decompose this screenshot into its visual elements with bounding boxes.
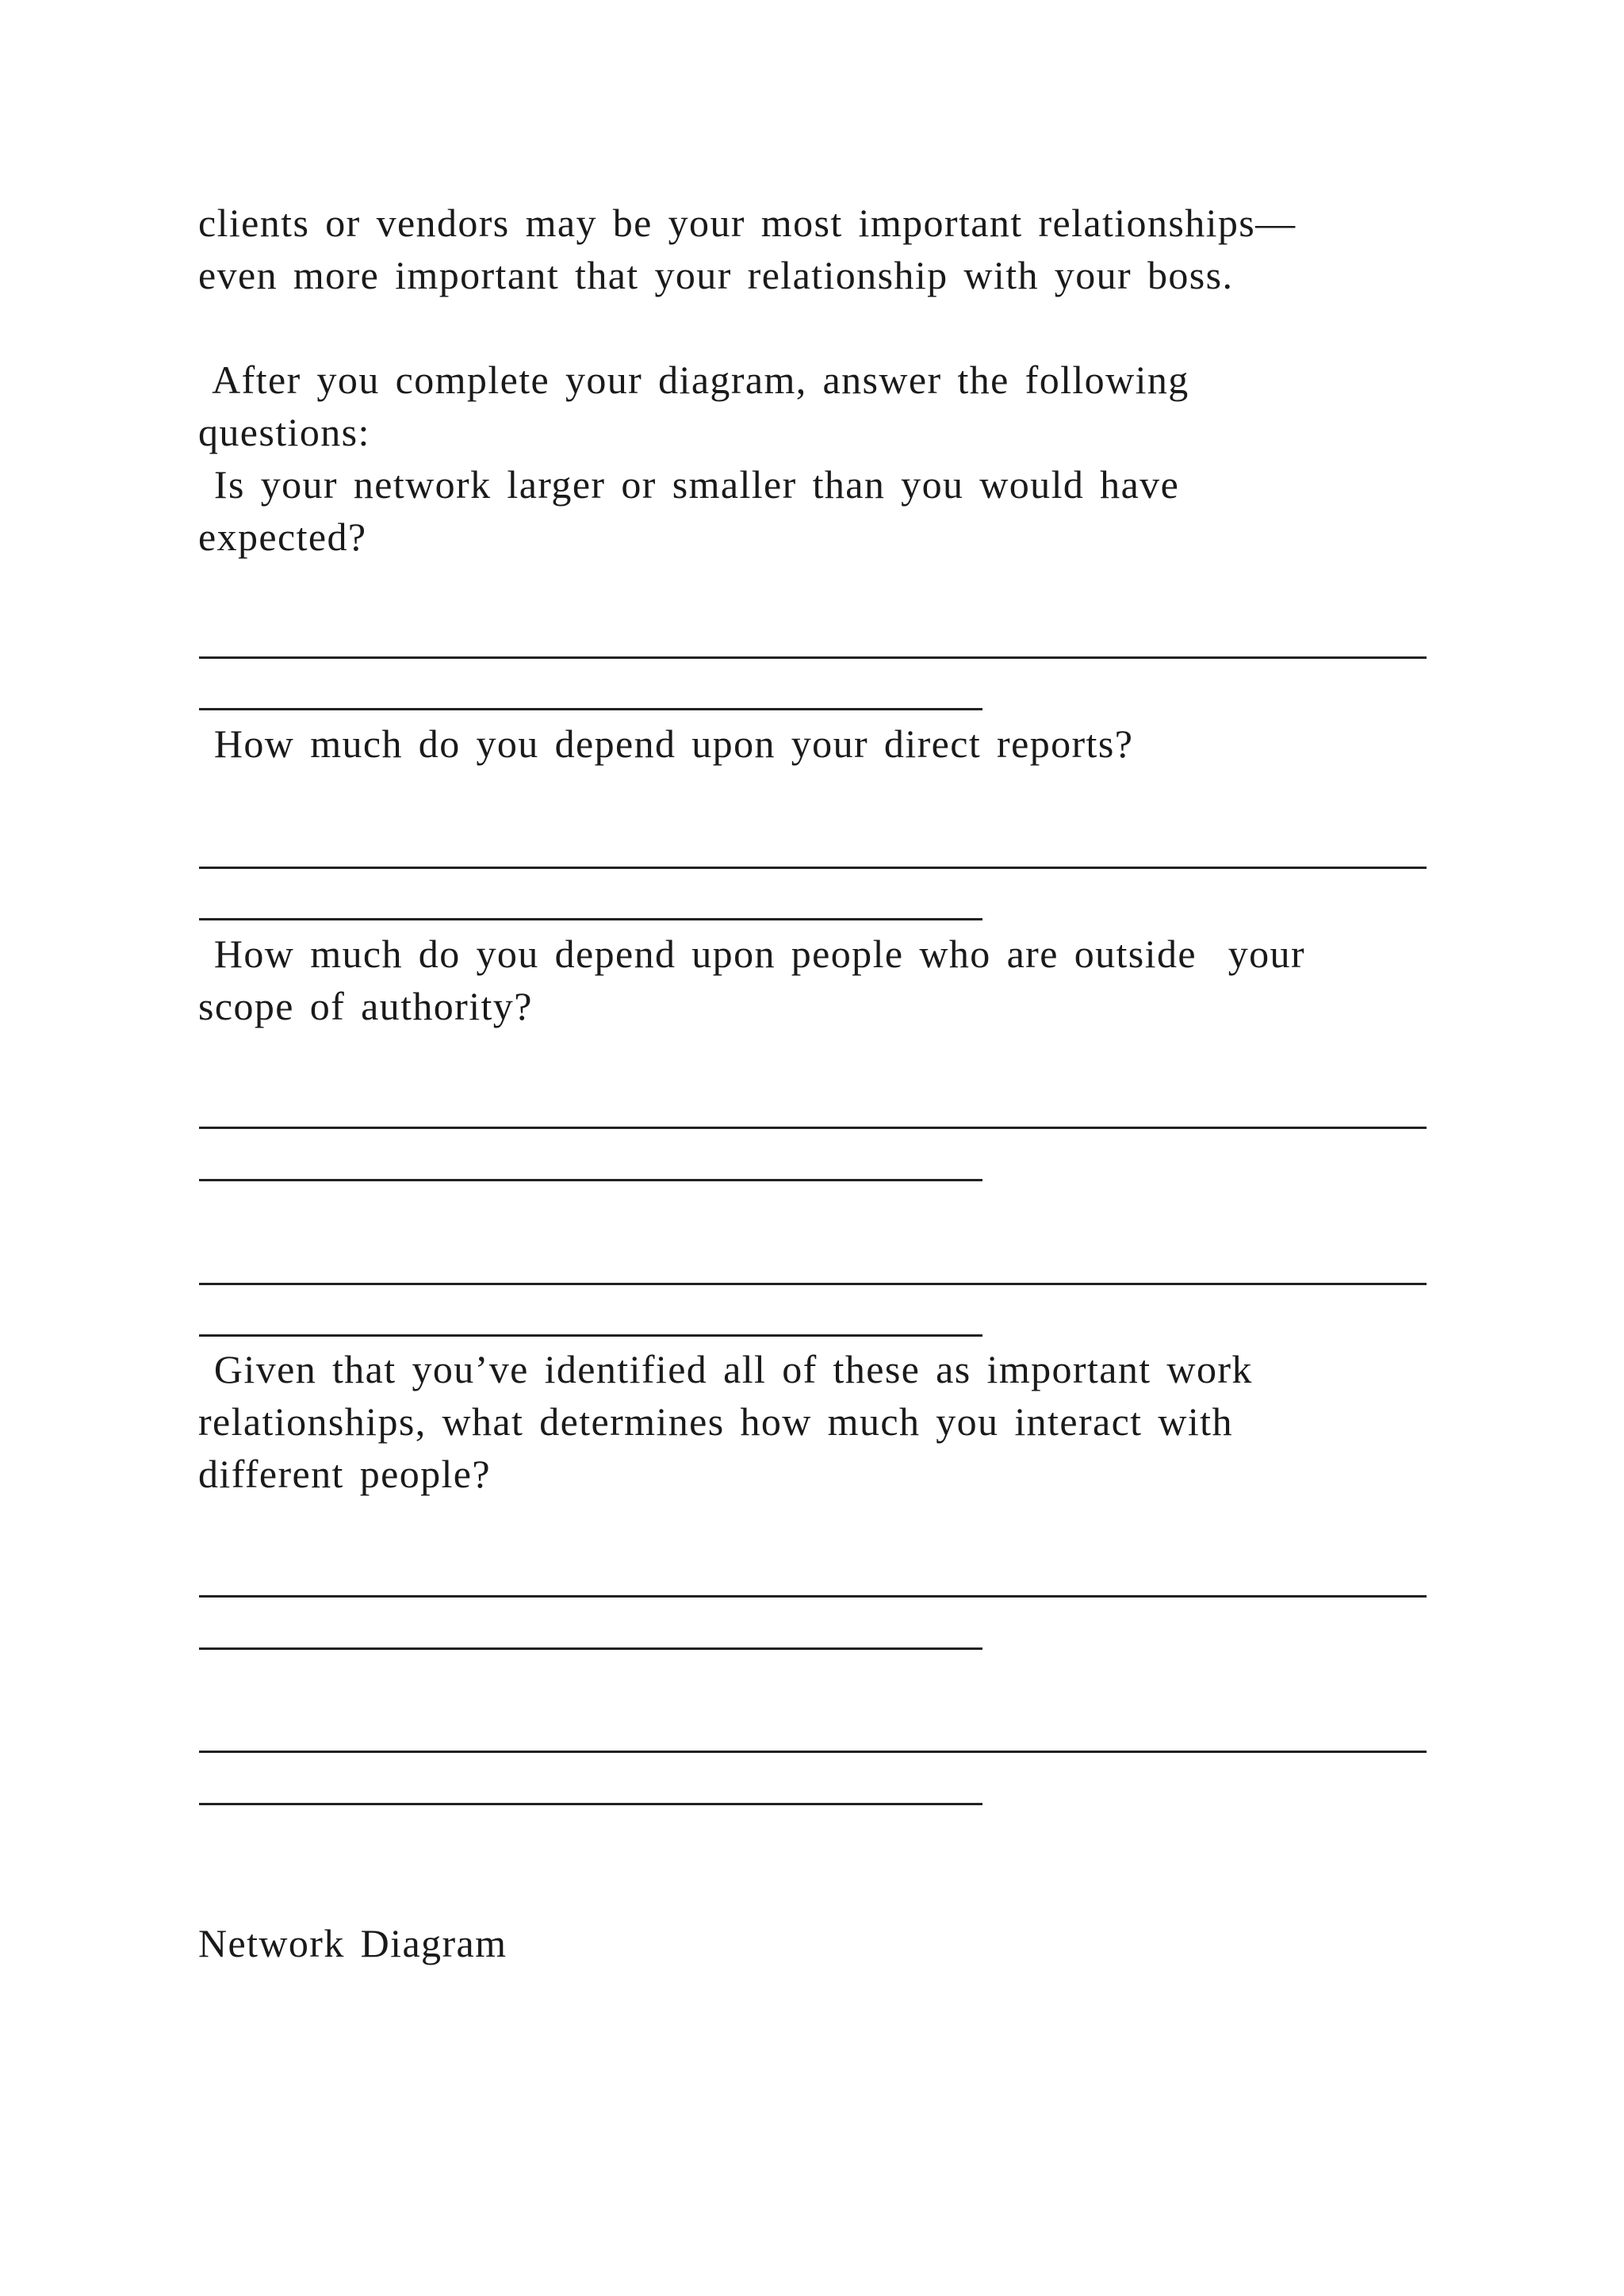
- answer-4-rule-2: [199, 1647, 982, 1650]
- question-4-line-1: Given that you’ve identified all of these as important work: [198, 1347, 1253, 1391]
- answer-4-rule-3: [199, 1751, 1427, 1753]
- answer-3-rule-1: [199, 1127, 1427, 1129]
- instructions-line-2: questions:: [198, 410, 370, 454]
- answer-4-rule-4: [199, 1803, 982, 1805]
- answer-2-rule-2: [199, 918, 982, 920]
- answer-1-rule-2: [199, 708, 982, 710]
- answer-3-rule-3: [199, 1283, 1427, 1285]
- network-diagram-heading: Network Diagram: [198, 1921, 508, 1965]
- intro-line-2: even more important that your relationship with your boss.: [198, 253, 1234, 297]
- answer-3-rule-4: [199, 1334, 982, 1337]
- question-4-line-2: relationships, what determines how much you interact with: [198, 1399, 1233, 1444]
- instructions-line-1: After you complete your diagram, answer the following: [198, 358, 1189, 402]
- question-1-line-1: Is your network larger or smaller than you would have: [198, 462, 1180, 507]
- answer-1-rule-1: [199, 656, 1427, 659]
- answer-3-rule-2: [199, 1179, 982, 1181]
- question-1-line-2: expected?: [198, 515, 367, 559]
- question-3-line-1: How much do you depend upon people who are outside your: [198, 932, 1305, 976]
- question-4-line-3: different people?: [198, 1452, 491, 1496]
- question-2-line-1: How much do you depend upon your direct reports?: [198, 721, 1134, 766]
- question-3-line-2: scope of authority?: [198, 984, 533, 1028]
- answer-4-rule-1: [199, 1595, 1427, 1598]
- intro-line-1: clients or vendors may be your most important relationships—: [198, 201, 1297, 245]
- answer-2-rule-1: [199, 867, 1427, 869]
